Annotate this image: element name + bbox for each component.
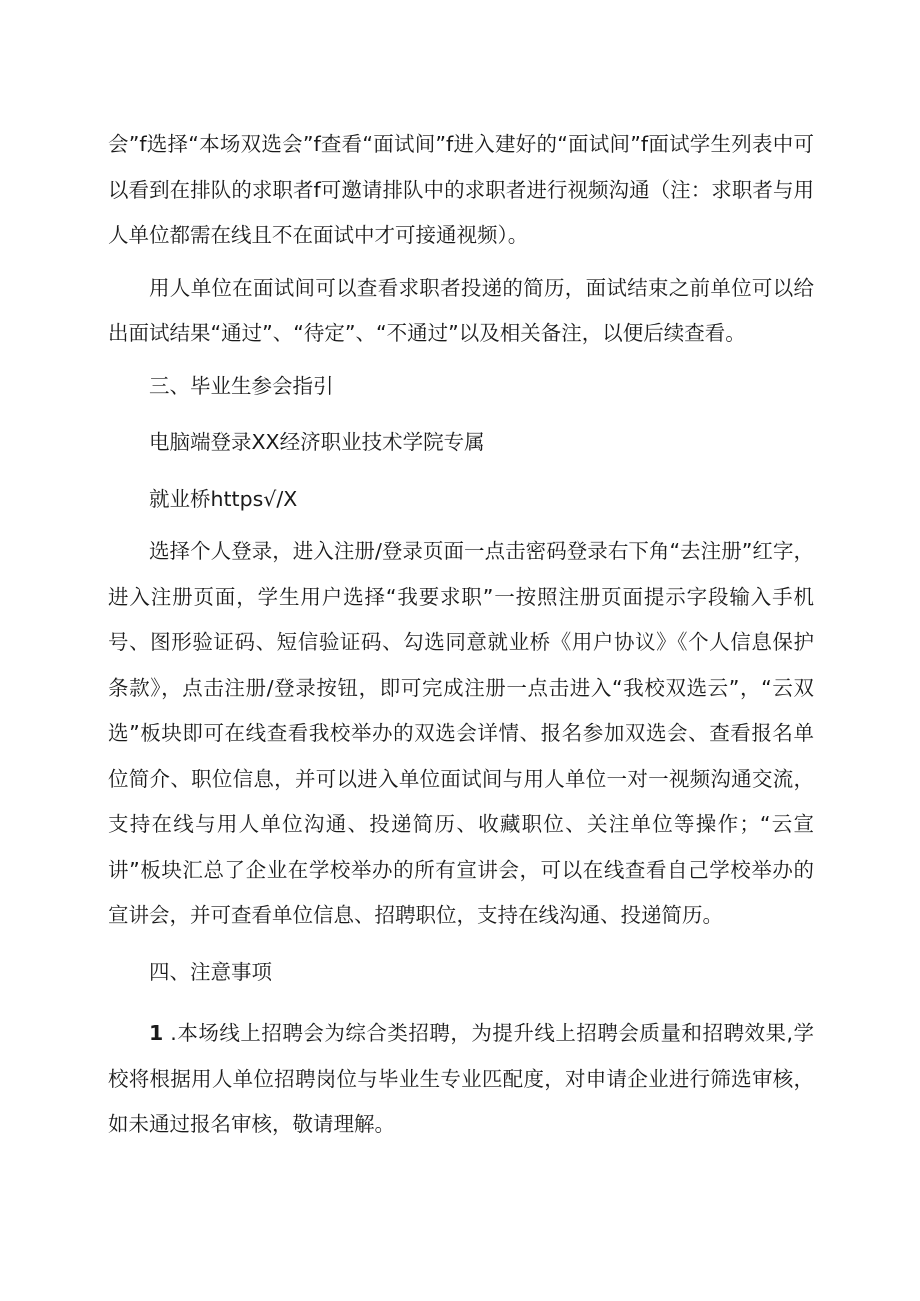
paragraph-jiuyeqiao-url: 就业桥https√/X bbox=[149, 486, 298, 511]
notice-number: 1 bbox=[149, 1021, 164, 1045]
document-body bbox=[108, 122, 814, 1148]
paragraph-notice-1 bbox=[108, 1011, 814, 1148]
section-heading-notices: 四、注意事项 bbox=[149, 959, 272, 984]
paragraph-interview-steps: 会”f选择“本场双选会”f查看“面试间”f进入建好的“面试间”f面试学生列表中可以看到在排队的求职者f可邀请排队中的求职者进行视频沟通（注：求职者与用人单位都需在线且不在面试中才可接通视频）。 bbox=[108, 132, 814, 247]
paragraph-interview-room-note: 用人单位在面试间可以查看求职者投递的简历，面试结束之前单位可以给出面试结果“通过”、“待定”、“不通过”以及相关备注，以便后续查看。 bbox=[108, 275, 814, 345]
paragraph-pc-login: 电脑端登录XX经济职业技术学院专属 bbox=[149, 430, 485, 454]
section-heading-graduate-guide: 三、毕业生参会指引 bbox=[149, 373, 334, 398]
notice-1-text: .本场线上招聘会为综合类招聘，为提升线上招聘会质量和招聘效果,学校将根据用人单位招聘岗位与毕业生专业匹配度，对申请企业进行筛选审核，如未通过报名审核，敬请理解。 bbox=[108, 1021, 814, 1136]
paragraph-student-registration: 选择个人登录，进入注册/登录页面一点击密码登录右下角“去注册”红字，进入注册页面，学生用户选择“我要求职”一按照注册页面提示字段输入手机号、图形验证码、短信验证码、勾选同意就业桥《用户协议》《个人信息保护条款》，点击注册/登录按钮，即可完成注册一点击进入“我校双选云”，“云双选”板块即可在线查看我校举办的双选会详情、报名参加双选会、查看报名单位简介、职位信息，并可以进入单位面试间与用人单位一对一视频沟通交流，支持在线与用人单位沟通、投递简历、收藏职位、关注单位等操作；“云宣讲”板块汇总了企业在学校举办的所有宣讲会，可以在线查看自己学校举办的宣讲会，并可查看单位信息、招聘职位，支持在线沟通、投递简历。 bbox=[108, 539, 814, 927]
